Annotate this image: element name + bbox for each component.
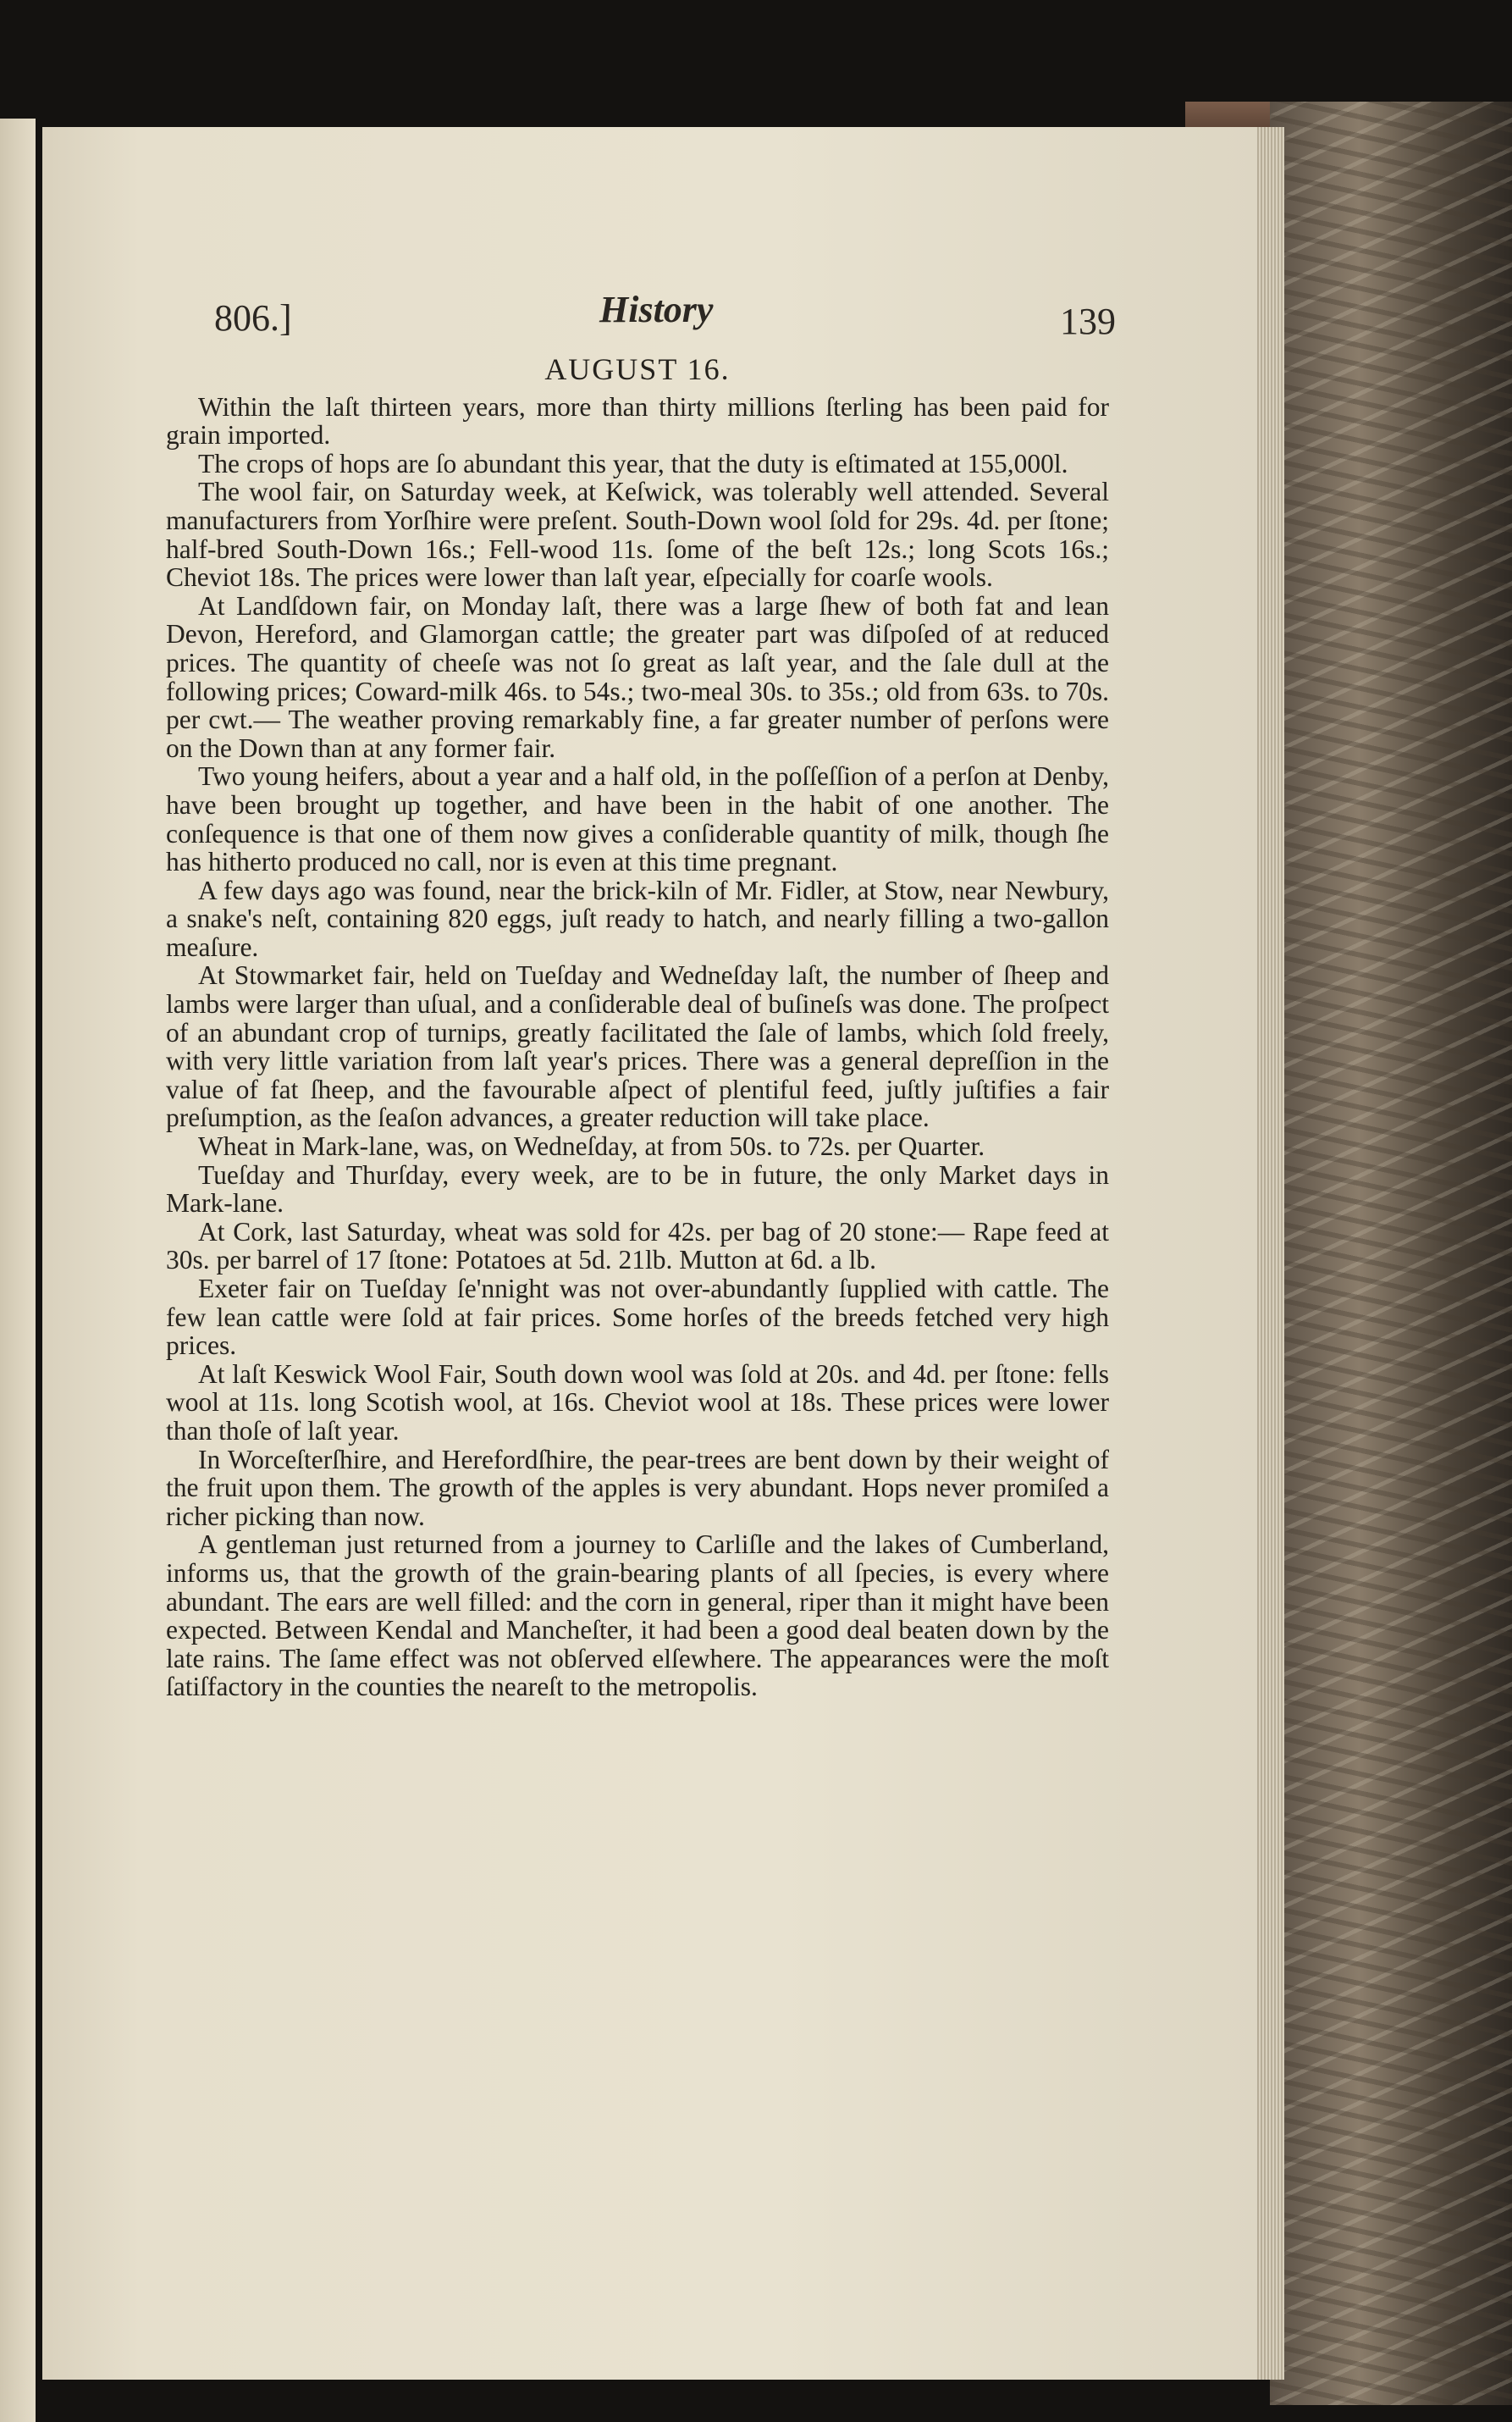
paragraph: The wool fair, on Saturday week, at Keſwick, was tolerably well attended. Several manufacturers from Yorſhire were preſent. South-Down wool ſold for 29s. 4d. per ſtone; half-bred South-Down 16s.; Fell-wood 11s. ſome of the beſt 12s.; long Scots 16s.; Cheviot 18s. The prices were lower than laſt year, eſpecially for coarſe wools. <box>166 477 1109 593</box>
paragraph: Within the laſt thirteen years, more than thirty millions ſterling has been paid for grain imported. <box>166 391 1109 451</box>
book-binding <box>1270 102 1512 2405</box>
paragraph: A few days ago was found, near the brick-kiln of Mr. Fidler, at Stow, near Newbury, a snake's neſt, containing 820 eggs, juſt ready to hatch, and nearly filling a two-gallon meaſure. <box>166 875 1109 962</box>
running-header <box>214 288 1116 356</box>
paragraph: A gentleman just returned from a journey to Carliſle and the lakes of Cumberland, informs us, that the growth of the grain-bearing plants of all ſpecies, is every where abundant. The ears are well filled: and the corn in general, riper than it might have been expected. Between Kendal and Mancheſter, it had been a good deal beaten down by the late rains. The ſame effect was not obſerved elſewhere. The appearances were the moſt ſatiſfactory in the counties the neareſt to the metropolis. <box>166 1529 1109 1702</box>
paragraph: Two young heifers, about a year and a half old, in the poſſeſſion of a perſon at Denby, have been brought up together, and have been in the habit of one another. The conſequence is that one of them now gives a conſiderable quantity of milk, though ſhe has hitherto produced no call, nor is even at this time pregnant. <box>166 761 1109 877</box>
article-body <box>166 352 1109 1702</box>
paragraph: At Stowmarket fair, held on Tueſday and Wedneſday laſt, the number of ſheep and lambs were larger than uſual, and a conſiderable deal of buſineſs was done. The proſpect of an abundant crop of turnips, greatly facilitated the ſale of lambs, which ſold freely, with very little variation from laſt year's prices. There was a general depreſſion in the value of fat ſheep, and the favourable aſpect of plentiful feed, juſtly juſtifies a fair preſumption, as the ſeaſon advances, a greater reduction will take place. <box>166 960 1109 1133</box>
paragraph: Wheat in Mark-lane, was, on Wedneſday, at from 50s. to 72s. per Quarter. <box>198 1131 985 1162</box>
header-year: 806.] <box>214 297 292 339</box>
header-title: History <box>599 289 714 330</box>
paragraph: Tueſday and Thurſday, every week, are to be in future, the only Market days in Mark-lane. <box>166 1159 1109 1219</box>
paragraph: In Worceſterſhire, and Herefordſhire, the pear-trees are bent down by their weight of the fruit upon them. The growth of the apples is very abundant. Hops never promiſed a richer picking than now. <box>166 1444 1109 1531</box>
facing-page-edge <box>0 119 36 2422</box>
date-heading: AUGUST 16. <box>544 352 731 386</box>
paragraph: The crops of hops are ſo abundant this year, that the duty is eſtimated at 155,000l. <box>198 448 1068 478</box>
paragraph: At Cork, last Saturday, wheat was sold for 42s. per bag of 20 stone:— Rape feed at 30s. per barrel of 17 ſtone: Potatoes at 5d. 21lb. Mutton at 6d. a lb. <box>166 1216 1109 1275</box>
paragraph: At Landſdown fair, on Monday laſt, there was a large ſhew of both fat and lean Devon, Hereford, and Glamorgan cattle; the greater part was diſpoſed of at reduced prices. The quantity of cheeſe was not ſo great as laſt year, and the ſale dull at the following prices; Coward-milk 46s. to 54s.; two-meal 30s. to 35s.; old from 63s. to 70s. per cwt.— The weather proving remarkably fine, a far greater number of perſons were on the Down than at any former fair. <box>166 590 1109 763</box>
paragraph: At laſt Keswick Wool Fair, South down wool was ſold at 20s. and 4d. per ſtone: fells wool at 11s. long Scotish wool, at 16s. Cheviot wool at 18s. These prices were lower than thoſe of laſt year. <box>166 1358 1109 1446</box>
page-number: 139 <box>1060 301 1116 342</box>
paragraph: Exeter fair on Tueſday ſe'nnight was not over-abundantly ſupplied with cattle. The few lean cattle were ſold at fair prices. Some horſes of the breeds fetched very high prices. <box>166 1274 1109 1361</box>
